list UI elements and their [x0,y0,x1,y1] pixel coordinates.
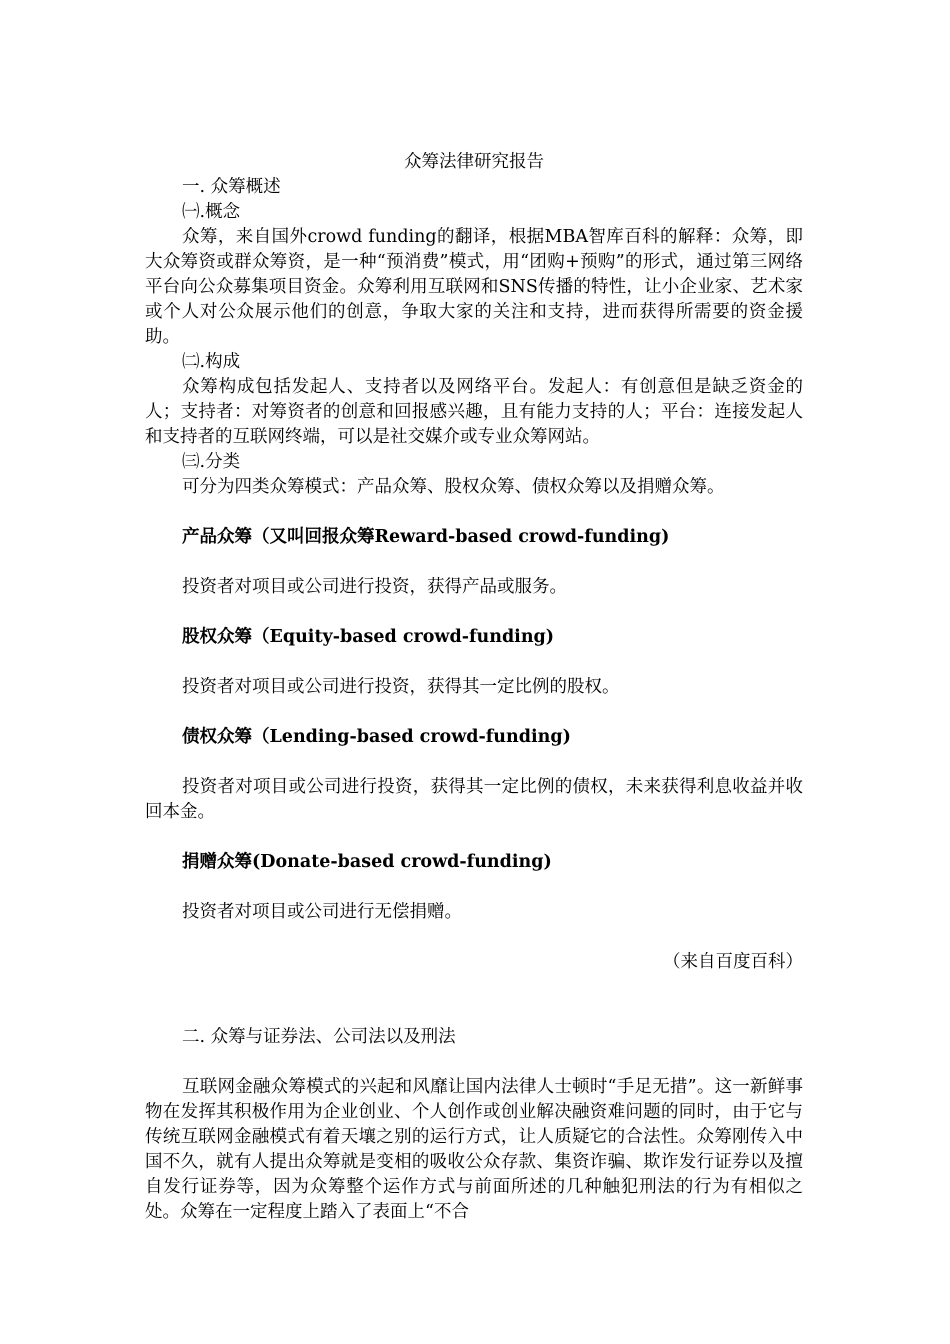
classification-heading: ㈢.分类 [182,452,241,472]
type-heading-equity: 股权众筹（Equity-based crowd-funding) [182,627,555,647]
section-2-paragraph: 互联网金融众筹模式的兴起和风靡让国内法律人士顿时“手足无措”。这一新鲜事物在发挥其积极作用为企业创业、个人创作或创业解决融资难问题的同时，由于它与传统互联网金融模式有着天壤之别的运行方式，让人质疑它的合法性。众筹刚传入中国不久，就有人提出众筹就是变相的吸收公众存款、集资诈骗、欺诈发行证券以及擅自发行证券等，因为众筹整个运作方式与前面所述的几种触犯刑法的行为有相似之处。众筹在一定程度上踏入了表面上“不合 [145,1077,803,1222]
composition-paragraph: 众筹构成包括发起人、支持者以及网络平台。发起人：有创意但是缺乏资金的人；支持者：对筹资者的创意和回报感兴趣，且有能力支持的人；平台：连接发起人和支持者的互联网终端，可以是社交媒介或专业众筹网站。 [145,377,803,447]
source-citation: （来自百度百科） [663,952,803,972]
section-2-heading: 二. 众筹与证券法、公司法以及刑法 [182,1027,456,1047]
type-heading-donate: 捐赠众筹(Donate-based crowd-funding) [182,852,552,872]
document-body [145,150,803,1225]
classification-paragraph: 可分为四类众筹模式：产品众筹、股权众筹、债权众筹以及捐赠众筹。 [182,477,725,497]
type-desc-lending: 投资者对项目或公司进行投资，获得其一定比例的债权，未来获得利息收益并收回本金。 [145,777,803,822]
type-heading-reward: 产品众筹（又叫回报众筹Reward-based crowd-funding) [182,527,670,547]
type-desc-reward: 投资者对项目或公司进行投资，获得产品或服务。 [182,577,567,597]
type-heading-lending: 债权众筹（Lending-based crowd-funding) [182,727,571,747]
document-title: 众筹法律研究报告 [404,152,544,172]
section-1-heading: 一. 众筹概述 [182,177,281,197]
type-desc-donate: 投资者对项目或公司进行无偿捐赠。 [182,902,462,922]
type-desc-equity: 投资者对项目或公司进行投资，获得其一定比例的股权。 [182,677,620,697]
concept-paragraph: 众筹，来自国外crowd funding的翻译，根据MBA智库百科的解释：众筹，即大众筹资或群众筹资，是一种“预消费”模式，用“团购+预购”的形式，通过第三网络平台向公众募集项目资金。众筹利用互联网和SNS传播的特性，让小企业家、艺术家或个人对公众展示他们的创意，争取大家的关注和支持，进而获得所需要的资金援助。 [145,227,803,347]
concept-heading: ㈠.概念 [182,202,241,222]
composition-heading: ㈡.构成 [182,352,241,372]
